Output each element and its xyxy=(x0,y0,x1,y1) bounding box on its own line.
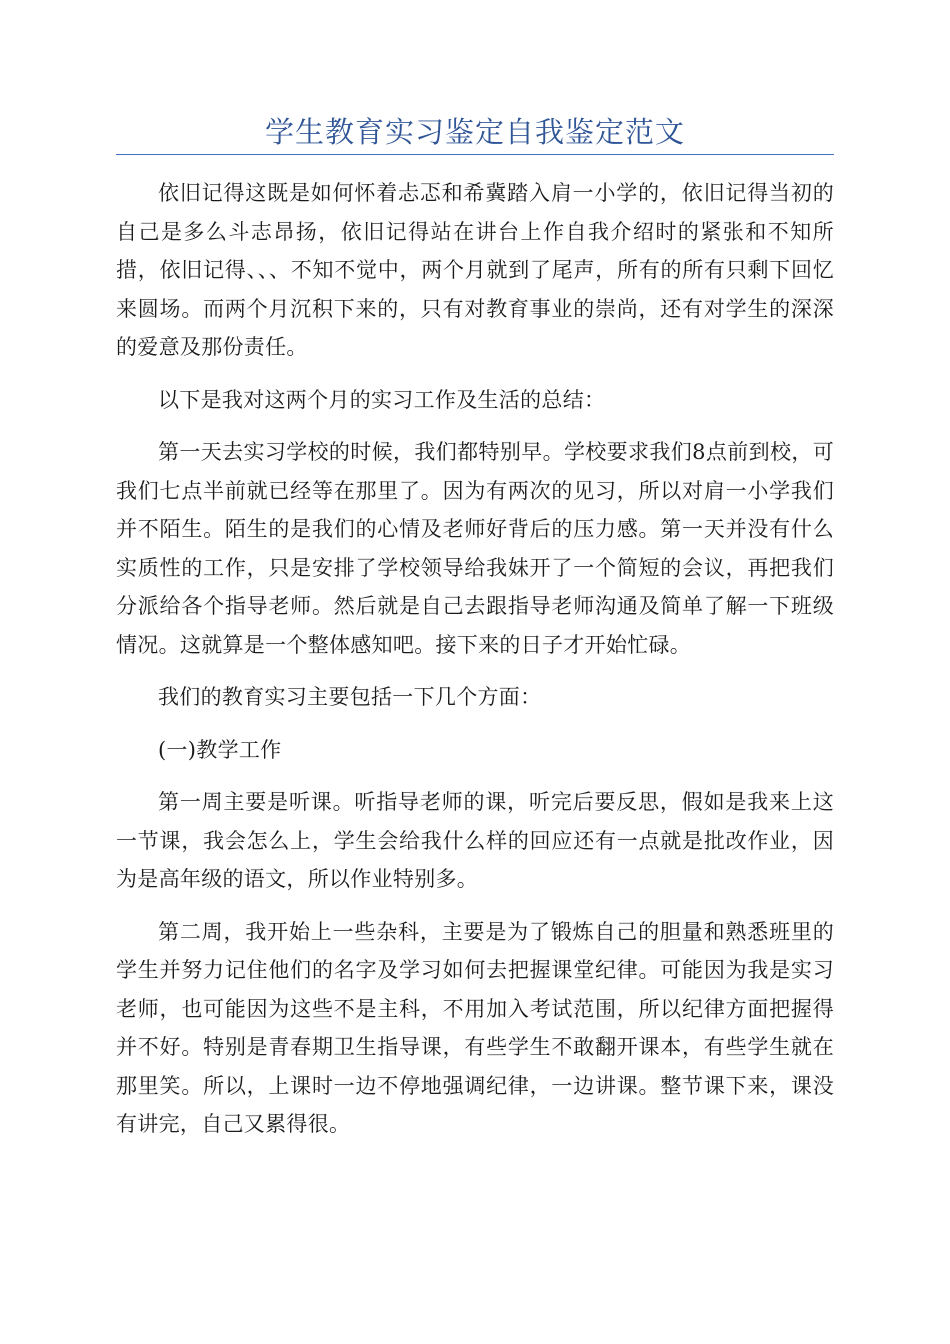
paragraph-week-one: 第一周主要是听课。听指导老师的课，听完后要反思，假如是我来上这一节课，我会怎么上，学生会给我什么样的回应还有一点就是批改作业，因为是高年级的语文，所以作业特别多。 xyxy=(116,790,834,891)
section-heading-teaching: (一)教学工作 xyxy=(158,737,282,762)
document-title: 学生教育实习鉴定自我鉴定范文 xyxy=(264,115,685,149)
title-underline xyxy=(116,154,834,155)
paragraph-summary-lead: 以下是我对这两个月的实习工作及生活的总结： xyxy=(158,387,606,412)
paragraph-first-day: 第一天去实习学校的时候，我们都特别早。学校要求我们8点前到校，可我们七点半前就已经等在那里了。因为有两次的见习，所以对肩一小学我们并不陌生。陌生的是我们的心情及老师好背后的压力感。第一天并没有什么实质性的工作，只是安排了学校领导给我妹开了一个简短的会议，再把我们分派给各个指导老师。然后就是自己去跟指导老师沟通及简单了解一下班级情况。这就算是一个整体感知吧。接下来的日子才开始忙碌。 xyxy=(116,440,834,657)
paragraph-week-two: 第二周，我开始上一些杂科，主要是为了锻炼自己的胆量和熟悉班里的学生并努力记住他们的名字及学习如何去把握课堂纪律。可能因为我是实习老师，也可能因为这些不是主科，不用加入考试范围，所以纪律方面把握得并不好。特别是青春期卫生指导课，有些学生不敢翻开课本，有些学生就在那里笑。所以，上课时一边不停地强调纪律，一边讲课。整节课下来，课没有讲完，自己又累得很。 xyxy=(116,919,834,1136)
document-body xyxy=(116,174,834,1158)
paragraph-intro: 依旧记得这既是如何怀着忐忑和希冀踏入肩一小学的，依旧记得当初的自己是多么斗志昂扬，依旧记得站在讲台上作自我介绍时的紧张和不知所措，依旧记得、、、不知不觉中，两个月就到了尾声，所有的所有只剩下回忆来圆场。而两个月沉积下来的，只有对教育事业的崇尚，还有对学生的深深的爱意及那份责任。 xyxy=(116,181,834,359)
paragraph-aspects-lead: 我们的教育实习主要包括一下几个方面： xyxy=(158,685,542,709)
